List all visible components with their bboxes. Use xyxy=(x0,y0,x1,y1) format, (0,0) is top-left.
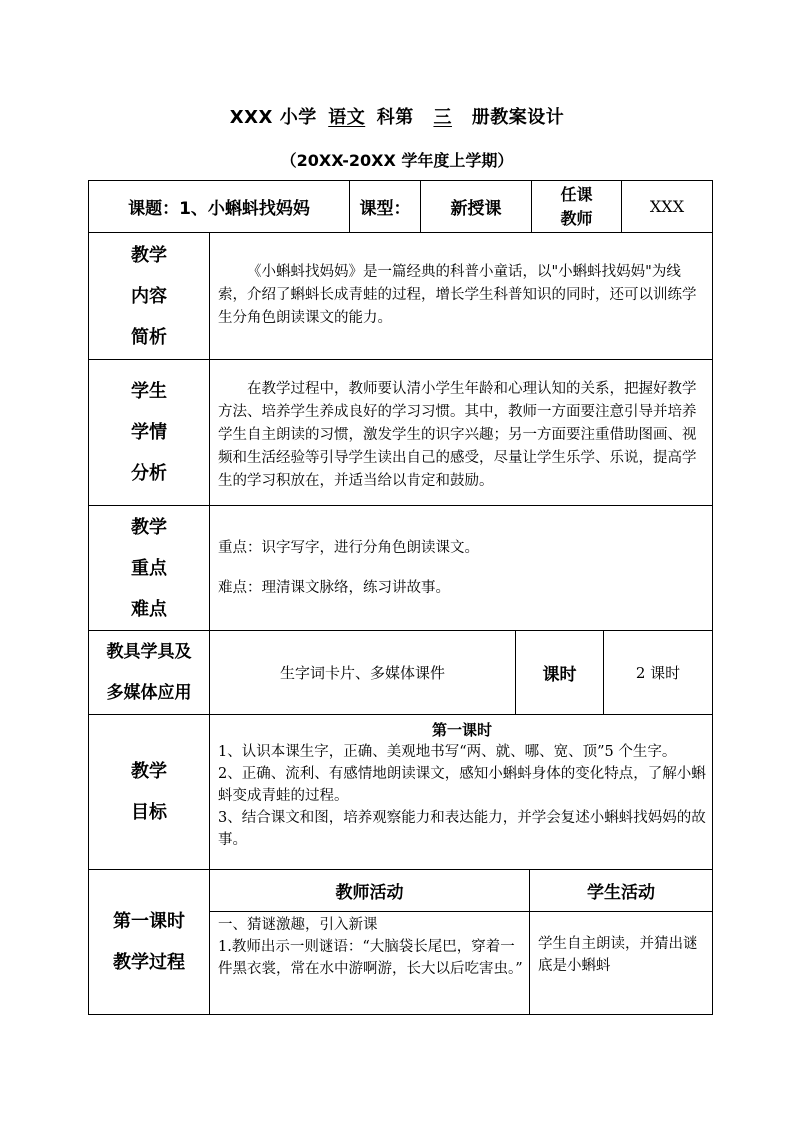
key-points-difficulty: 难点：理清课文脉络，练习讲故事。 xyxy=(218,580,450,596)
student-analysis-label-1: 学生 xyxy=(131,381,167,402)
document-title xyxy=(0,103,794,129)
student-analysis-label-2: 学情 xyxy=(131,422,167,443)
objective-item-1: 1、认识本课生字，正确、美观地书写“两、就、哪、宽、顶”5 个生字。 xyxy=(218,744,677,760)
teacher-label-cell xyxy=(531,180,622,233)
objective-item-2: 2、正确、流利、有感情地朗读课文，感知小蝌蚪身体的变化特点，了解小蝌蚪变成青蛙的过程。 xyxy=(218,766,706,804)
content-intro-label-cell xyxy=(88,232,210,360)
title-volume-blank: 三 xyxy=(433,107,452,128)
content-intro-text: 《小蝌蚪找妈妈》是一篇经典的科普小童话，以"小蝌蚪找妈妈"为线索，介绍了蝌蚪长成青蛙的过程，增长学生科普知识的同时，还可以训练学生分角色朗读课文的能力。 xyxy=(218,264,697,326)
student-analysis-text-cell xyxy=(209,359,713,506)
teacher-label-line-2: 教师 xyxy=(560,208,593,228)
student-analysis-label-cell xyxy=(88,359,210,506)
teacher-value-cell: XXX xyxy=(621,180,713,233)
content-intro-text-cell xyxy=(209,232,713,360)
hours-label-cell: 课时 xyxy=(515,630,604,715)
teacher-activity-cell xyxy=(209,911,530,1015)
title-prefix: XXX 小学 xyxy=(229,107,317,128)
key-points-label-2: 重点 xyxy=(131,557,167,579)
objectives-label-cell xyxy=(88,714,210,870)
student-analysis-label-3: 分析 xyxy=(131,463,167,484)
key-points-label-cell xyxy=(88,505,210,631)
key-points-label-1: 教学 xyxy=(131,516,167,538)
tools-value-cell: 生字词卡片、多媒体课件 xyxy=(209,630,516,715)
process-label-2: 教学过程 xyxy=(113,952,185,973)
student-analysis-text: 在教学过程中，教师要认清小学生年龄和心理认知的关系，把握好教学方法、培养学生养成良好的学习习惯。其中，教师一方面要注意引导并培养学生自主朗读的习惯，激发学生的识字兴趣；另一方面要注重借助图画、视频和生活经验等引导学生读出自己的感受，尽量让学生乐学、乐说，提高学生的学习积放在，并适当给以肯定和鼓励。 xyxy=(218,381,697,489)
objectives-text-cell xyxy=(209,714,713,870)
key-points-label-3: 难点 xyxy=(131,598,167,620)
tools-label-2: 多媒体应用 xyxy=(106,682,192,703)
teacher-activity-line-1: 一、猜谜激趣，引入新课 xyxy=(218,917,378,933)
student-activity-heading: 学生活动 xyxy=(529,869,713,912)
teacher-activity-line-2: 1.教师出示一则谜语：“大脑袋长尾巴，穿着一件黑衣裳，常在水中游啊游，长大以后吃害虫。” xyxy=(218,939,523,977)
objectives-label-2: 目标 xyxy=(131,802,167,823)
content-intro-label-1: 教学 xyxy=(131,244,167,266)
process-label-cell xyxy=(88,869,210,1015)
teacher-activity-heading: 教师活动 xyxy=(209,869,530,912)
objectives-label-1: 教学 xyxy=(131,761,167,782)
key-points-text-cell xyxy=(209,505,713,631)
title-mid: 科第 xyxy=(376,107,414,128)
key-points-focus: 重点：识字写字，进行分角色朗读课文。 xyxy=(218,540,479,556)
tools-label-cell xyxy=(88,630,210,715)
document-subtitle: （20XX-20XX 学年度上学期） xyxy=(280,151,514,170)
process-label-1: 第一课时 xyxy=(113,911,185,932)
objective-item-3: 3、结合课文和图，培养观察能力和表达能力，并学会复述小蝌蚪找妈妈的故事。 xyxy=(218,810,706,848)
tools-label-1: 教具学具及 xyxy=(106,641,192,662)
type-value-cell: 新授课 xyxy=(420,180,532,233)
teacher-label-line-1: 任课 xyxy=(560,184,593,204)
type-label-cell: 课型： xyxy=(349,180,421,233)
content-intro-label-3: 简析 xyxy=(131,326,167,348)
content-intro-label-2: 内容 xyxy=(131,285,167,307)
student-activity-cell xyxy=(529,911,713,1015)
title-suffix: 册教案设计 xyxy=(471,107,565,128)
title-subject-blank: 语文 xyxy=(328,107,366,128)
objectives-heading: 第一课时 xyxy=(431,721,492,739)
hours-value-cell: 2 课时 xyxy=(603,630,713,715)
student-activity-text: 学生自主朗读，并猜出谜底是小蝌蚪 xyxy=(538,936,698,974)
topic-cell: 课题：1、小蝌蚪找妈妈 xyxy=(88,180,350,233)
